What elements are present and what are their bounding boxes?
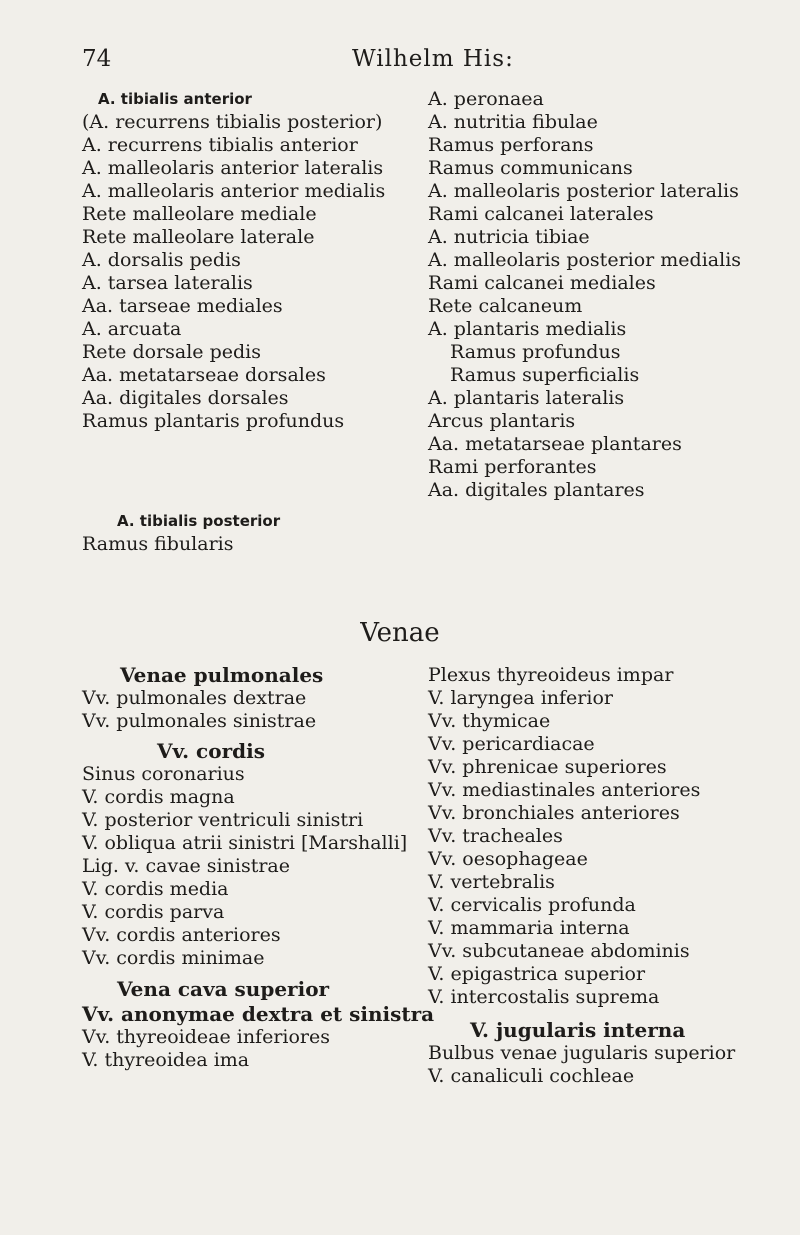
section-heading: Vena cava superior <box>117 977 330 1001</box>
list-item: A. recurrens tibialis anterior <box>82 134 358 156</box>
list-item: Ramus communicans <box>428 157 633 179</box>
list-item: Arcus plantaris <box>428 410 576 432</box>
list-item: Vv. thyreoideae inferiores <box>82 1026 331 1048</box>
list-item: Vv. pulmonales dextrae <box>82 687 307 709</box>
section-heading: Vv. anonymae dextra et sinistra <box>82 1002 435 1026</box>
list-item: A. dorsalis pedis <box>82 249 241 271</box>
list-item: Ramus profundus <box>450 341 621 363</box>
list-item: Aa. metatarseae plantares <box>428 433 682 455</box>
section-heading: A. tibialis anterior <box>98 90 252 108</box>
list-item: Aa. tarseae mediales <box>82 295 283 317</box>
list-item: Vv. thymicae <box>428 710 551 732</box>
section-title-venae: Venae <box>360 618 440 648</box>
list-item: Rete malleolare mediale <box>82 203 317 225</box>
list-item: Rami perforantes <box>428 456 597 478</box>
list-item: Rete calcaneum <box>428 295 583 317</box>
list-item: Aa. digitales plantares <box>428 479 645 501</box>
list-item: Bulbus venae jugularis superior <box>428 1042 736 1064</box>
list-item: Lig. v. cavae sinistrae <box>82 855 290 877</box>
section-heading: Vv. cordis <box>157 739 265 763</box>
list-item: A. plantaris lateralis <box>428 387 625 409</box>
running-title: Wilhelm His: <box>352 46 514 72</box>
list-item: A. malleolaris posterior medialis <box>428 249 742 271</box>
list-item: Vv. tracheales <box>428 825 563 847</box>
list-item: Vv. subcutaneae abdominis <box>428 940 690 962</box>
list-item: Rete malleolare laterale <box>82 226 315 248</box>
list-item: Vv. mediastinales anteriores <box>428 779 701 801</box>
list-item: V. cordis magna <box>82 786 235 808</box>
list-item: A. tarsea lateralis <box>82 272 253 294</box>
list-item: Ramus fibularis <box>82 533 234 555</box>
list-item: V. cordis media <box>82 878 229 900</box>
veins-left-column <box>82 664 434 1072</box>
list-item: A. peronaea <box>428 88 544 110</box>
list-item: Vv. pulmonales sinistrae <box>82 710 317 732</box>
section-heading: V. jugularis interna <box>470 1018 686 1042</box>
list-item: A. malleolaris anterior medialis <box>82 180 386 202</box>
list-item: A. malleolaris posterior lateralis <box>428 180 739 202</box>
list-item: Ramus superficialis <box>450 364 640 386</box>
list-item: A. nutritia fibulae <box>428 111 598 133</box>
list-item: V. posterior ventriculi sinistri <box>82 809 364 831</box>
list-item: A. arcuata <box>82 318 182 340</box>
list-item: Rete dorsale pedis <box>82 341 261 363</box>
list-item: Ramus plantaris profundus <box>82 410 345 432</box>
list-item: Aa. digitales dorsales <box>82 387 289 409</box>
list-item: V. cervicalis profunda <box>428 894 636 916</box>
list-item: V. epigastrica superior <box>428 963 646 985</box>
arteries-right-column <box>428 88 741 502</box>
arteries-left-column-lower <box>82 510 280 556</box>
veins-right-column <box>428 664 735 1088</box>
list-item: A. malleolaris anterior lateralis <box>82 157 384 179</box>
list-item: (A. recurrens tibialis posterior) <box>82 111 383 133</box>
list-item: A. plantaris medialis <box>428 318 627 340</box>
list-item: Vv. oesophageae <box>428 848 588 870</box>
list-item: Vv. cordis anteriores <box>82 924 281 946</box>
list-item: V. canaliculi cochleae <box>428 1065 635 1087</box>
list-item: Vv. phrenicae superiores <box>428 756 667 778</box>
list-item: V. obliqua atrii sinistri [Marshalli] <box>82 832 408 854</box>
list-item: V. thyreoidea ima <box>82 1049 250 1071</box>
list-item: V. mammaria interna <box>428 917 630 939</box>
list-item: V. laryngea inferior <box>428 687 613 709</box>
list-item: Rami calcanei mediales <box>428 272 656 294</box>
list-item: A. nutricia tibiae <box>428 226 590 248</box>
list-item: Vv. cordis minimae <box>82 947 265 969</box>
list-item: Vv. pericardiacae <box>428 733 595 755</box>
section-heading: A. tibialis posterior <box>117 512 281 530</box>
section-heading: Venae pulmonales <box>120 663 324 687</box>
list-item: Vv. bronchiales anteriores <box>428 802 680 824</box>
list-item: Ramus perforans <box>428 134 594 156</box>
list-item: Rami calcanei laterales <box>428 203 654 225</box>
list-item: Aa. metatarseae dorsales <box>82 364 326 386</box>
list-item: Plexus thyreoideus impar <box>428 664 674 686</box>
list-item: Sinus coronarius <box>82 763 245 785</box>
list-item: V. intercostalis suprema <box>428 986 660 1008</box>
list-item: V. vertebralis <box>428 871 555 893</box>
page-number: 74 <box>82 46 112 72</box>
list-item: V. cordis parva <box>82 901 225 923</box>
arteries-left-column <box>82 88 385 433</box>
